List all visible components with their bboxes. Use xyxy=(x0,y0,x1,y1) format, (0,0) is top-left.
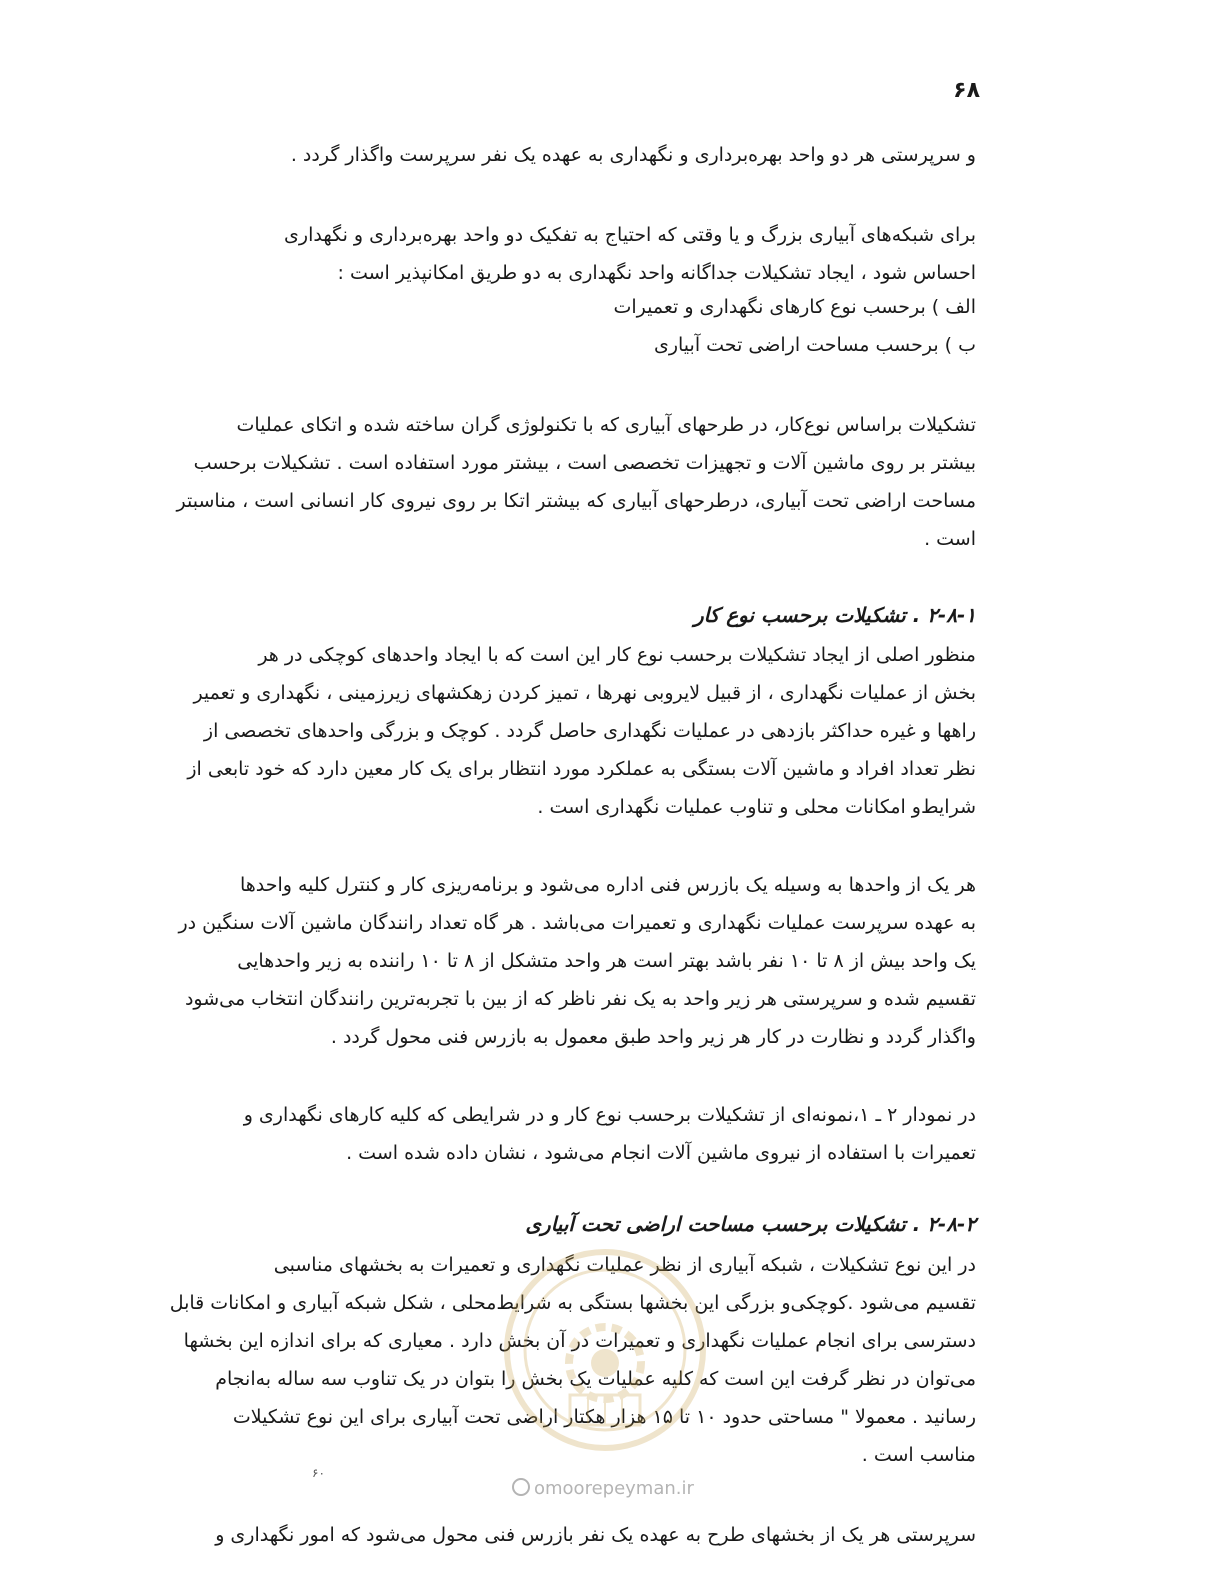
text-line: در نمودار ۲ ـ ۱،نمونه‌ای از تشکیلات برحسب نوع کار و در شرایطی که کلیه کارهای نگهداری و xyxy=(243,1104,976,1126)
text-line: بخش از عملیات نگهداری ، از قبیل لایروبی نهرها ، تمیز کردن زهکشهای زیرزمینی ، نگهداری و تعمیر xyxy=(193,682,976,704)
watermark-seal-icon xyxy=(500,1245,710,1455)
list-item-be: ب ) برحسب مساحت اراضی تحت آبیاری xyxy=(653,334,976,356)
paragraph-6 xyxy=(130,1096,976,1172)
text-line: است . xyxy=(924,528,976,550)
text-line: می‌توان در نظر گرفت این است که کلیه عملیات یک بخش را بتوان در یک تناوب سه ساله به‌انجام xyxy=(215,1368,976,1390)
text-line: رسانید . معمولا " مساحتی حدود ۱۰ تا ۱۵ هزار هکتار اراضی تحت آبیاری برای این نوع تشکیلات xyxy=(232,1406,976,1428)
text-line: یک واحد بیش از ۸ تا ۱۰ نفر باشد بهتر است هر واحد متشکل از ۸ تا ۱۰ راننده به زیر واحدهایی xyxy=(237,950,976,972)
text-line: شرایط‌و امکانات محلی و تناوب عملیات نگهداری است . xyxy=(537,796,976,818)
text-line: تقسیم شده و سرپرستی هر زیر واحد به یک نفر ناظر که از بین با تجربه‌ترین رانندگان انتخاب می‌شود xyxy=(184,988,976,1010)
text-line: مناسب است . xyxy=(861,1444,976,1466)
text-line: تعمیرات با استفاده از نیروی ماشین آلات انجام می‌شود ، نشان داده شده است . xyxy=(346,1142,976,1164)
watermark-text: omoorepeyman.ir xyxy=(534,1478,694,1499)
globe-icon xyxy=(512,1478,530,1496)
text-line: احساس شود ، ایجاد تشکیلات جداگانه واحد نگهداری به دو طریق امکانپذیر است : xyxy=(337,262,976,284)
paragraph-3 xyxy=(130,406,976,558)
text-line: و سرپرستی هر دو واحد بهره‌برداری و نگهداری به عهده یک نفر سرپرست واگذار گردد . xyxy=(290,144,976,166)
paragraph-4 xyxy=(130,636,976,826)
section-heading-2-8-1: ۲-۸-۱ . تشکیلات برحسب نوع کار xyxy=(693,603,976,627)
section-heading-2-8-2: ۲-۸-۲ . تشکیلات برحسب مساحت اراضی تحت آبیاری xyxy=(525,1212,976,1236)
paragraph-8 xyxy=(130,1516,976,1554)
text-line: راهها و غیره حداکثر بازدهی در عملیات نگهداری حاصل گردد . کوچک و بزرگی واحدهای تخصصی از xyxy=(203,720,976,742)
text-line: مساحت اراضی تحت آبیاری، درطرحهای آبیاری که بیشتر اتکا بر روی نیروی کار انسانی است ، مناسبتر xyxy=(176,490,976,512)
paragraph-1 xyxy=(130,136,976,174)
text-line: نظر تعداد افراد و ماشین آلات بستگی به عملکرد مورد انتظار برای یک کار معین دارد که خود تابعی از xyxy=(187,758,976,780)
paragraph-2 xyxy=(130,216,976,292)
text-line: واگذار گردد و نظارت در کار هر زیر واحد طبق معمول به بازرس فنی محول گردد . xyxy=(330,1026,976,1048)
stray-mark: ۶۰ xyxy=(312,1466,325,1480)
text-line: سرپرستی هر یک از بخشهای طرح به عهده یک نفر بازرس فنی محول می‌شود که امور نگهداری و xyxy=(215,1524,976,1546)
text-line: منظور اصلی از ایجاد تشکیلات برحسب نوع کار این است که با ایجاد واحدهای کوچکی در هر xyxy=(258,644,976,666)
text-line: بیشتر بر روی ماشین آلات و تجهیزات تخصصی است ، بیشتر مورد استفاده است . تشکیلات برحسب xyxy=(193,452,976,474)
paragraph-5 xyxy=(130,866,976,1056)
text-line: دسترسی برای انجام عملیات نگهداری و تعمیرات در آن بخش دارد . معیاری که برای اندازه این بخشها xyxy=(183,1330,976,1352)
text-line: در این نوع تشکیلات ، شبکه آبیاری از نظر عملیات نگهداری و تعمیرات به بخشهای مناسبی xyxy=(273,1254,976,1276)
list-item-alef: الف ) برحسب نوع کارهای نگهداری و تعمیرات xyxy=(613,296,976,318)
text-line: تشکیلات براساس نوع‌کار، در طرحهای آبیاری که با تکنولوژی گران ساخته شده و اتکای عملیات xyxy=(236,414,976,436)
text-line: برای شبکه‌های آبیاری بزرگ و یا وقتی که احتیاج به تفکیک دو واحد بهره‌برداری و نگهداری xyxy=(284,224,976,246)
page-number: ۶۸ xyxy=(953,78,980,103)
watermark-url xyxy=(512,1478,694,1499)
text-line: تقسیم می‌شود .کوچکی‌و بزرگی این بخشها بستگی به شرایط‌محلی ، شکل شبکه آبیاری و امکانات قابل‌ xyxy=(169,1292,976,1314)
text-line: هر یک از واحدها به وسیله یک بازرس فنی اداره می‌شود و برنامه‌ریزی کار و کنترل کلیه واحدها xyxy=(239,874,976,896)
text-line: به عهده سرپرست عملیات نگهداری و تعمیرات می‌باشد . هر گاه تعداد رانندگان ماشین آلات سنگین در xyxy=(178,912,976,934)
